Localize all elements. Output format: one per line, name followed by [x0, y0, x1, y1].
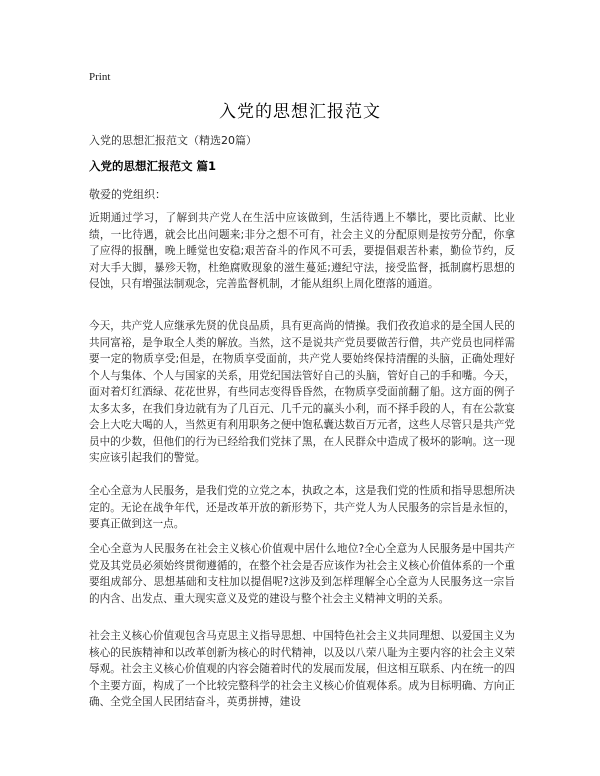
section-heading: 入党的思想汇报范文 篇1 — [89, 159, 217, 173]
print-label: Print — [89, 71, 111, 83]
document-subtitle: 入党的思想汇报范文（精选20篇） — [89, 134, 257, 147]
body-paragraph-5: 社会主义核心价值观包含马克思主义指导思想、中国特色社会主义共同理想、以爱国主义为核心的民族精神和以改革创新为核心的时代精神，以及以八荣八耻为主要内容的社会主义荣辱观。社会主义核心价值观的内容会随着时代的发展而发展，但这相互联系、内在统一的四个主要方面，构成了一个比较完整科学的社会主义核心价值观体系。成为目标明确、方向正确、全党全国人民团结奋斗，英勇拼搏，建设 — [89, 630, 515, 708]
greeting-line: 敬爱的党组织： — [89, 188, 166, 201]
body-paragraph-4: 全心全意为人民服务在社会主义核心价值观中居什么地位?全心全意为人民服务是中国共产党及其党员必须始终贯彻遵循的，在整个社会是否应该作为社会主义核心价值体系的一个重要组成部分、思想基础和支柱加以提倡呢?这涉及到怎样理解全心全意为人民服务这一宗旨的内含、出发点、重大现实意义及党的建设与整个社会主义精神文明的关系。 — [89, 543, 515, 605]
body-paragraph-2: 今天，共产党人应继承先贤的优良品质，具有更高尚的情操。我们孜孜追求的是全国人民的共同富裕，是争取全人类的解放。当然，这不是说共产党员要做苦行僧，共产党员也同样需要一定的物质享受;但是，在物质享受面前，共产党人要始终保持清醒的头脑，正确处理好个人与集体、个人与国家的关系，用党纪国法管好自己的头脑，管好自己的手和嘴。今天，面对着灯红酒绿、花花世界，有些同志变得昏昏然，在物质享受面前翻了船。这方面的例子太多太多，在我们身边就有为了几百元、几千元的赢头小利，而不择手段的人，有在公款宴会上大吃大喝的人，当然更有利用职务之便中饱私囊达数百万元者，这些人尽管只是共产党员中的少数，但他们的行为已经给我们党抹了黑，在人民群众中造成了极坏的影响。这一现实应该引起我们的警觉。 — [89, 320, 515, 464]
body-paragraph-3: 全心全意为人民服务，是我们党的立党之本，执政之本，这是我们党的性质和指导思想所决定的。无论在战争年代，还是改革开放的新形势下，共产党人为人民服务的宗旨是永恒的，要真正做到这一点。 — [89, 485, 515, 530]
document-title: 入党的思想汇报范文 — [219, 102, 381, 122]
body-paragraph-1: 近期通过学习，了解到共产党人在生活中应该做到，生活待遇上不攀比，要比贡献、比业绩，一比待遇，就会比出问题来;非分之想不可有，社会主义的分配原则是按劳分配，你拿了应得的报酬，晚上睡觉也安稳;艰苦奋斗的作风不可丢，要提倡艰苦朴素，勤俭节约，反对大手大脚，暴殄天物，杜绝腐败现象的滋生蔓延;遵纪守法，接受监督，抵制腐朽思想的侵蚀，只有增强法制观念，完善监督机制，才能从组织上周化堕落的通道。 — [89, 212, 515, 290]
